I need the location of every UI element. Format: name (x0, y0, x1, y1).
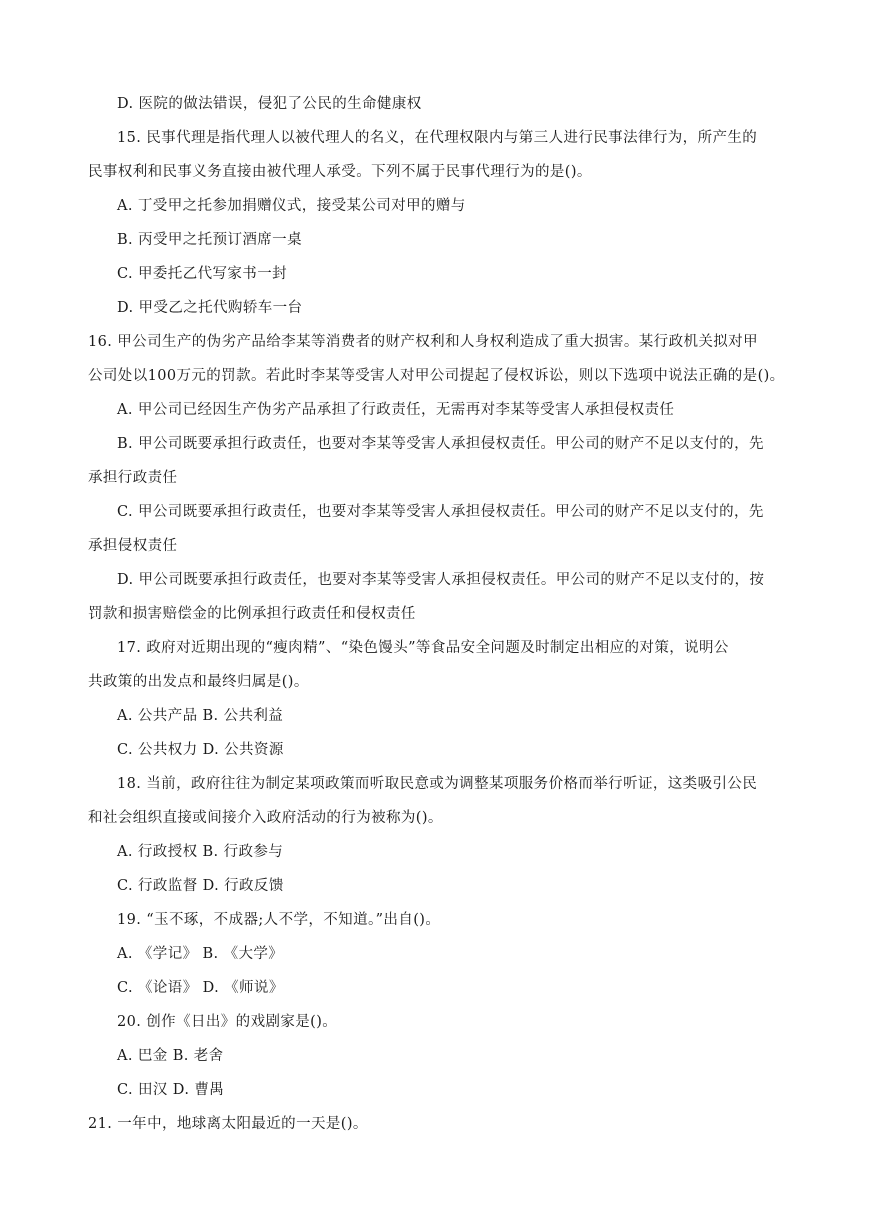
question-18-stem: 18. 当前，政府往往为制定某项政策而听取民意或为调整某项服务价格而举行听证，这类吸引公民 (117, 776, 758, 792)
question-19-stem: 19. “玉不琢，不成器;人不学，不知道。”出自()。 (117, 912, 441, 928)
question-16-stem: 16. 甲公司生产的伪劣产品给李某等消费者的财产权利和人身权利造成了重大损害。某行政机关拟对甲 (88, 334, 758, 350)
answer-option-line: A. 丁受甲之托参加捐赠仪式，接受某公司对甲的赠与 (117, 198, 466, 214)
answer-option-line: B. 甲公司既要承担行政责任，也要对李某等受害人承担侵权责任。甲公司的财产不足以支付的，先 (117, 436, 764, 452)
answer-option-line: A. 《学记》 B. 《大学》 (117, 946, 284, 962)
question-15-stem: 15. 民事代理是指代理人以被代理人的名义，在代理权限内与第三人进行民事法律行为，所产生的 (117, 130, 758, 146)
answer-option-line: C. 甲公司既要承担行政责任，也要对李某等受害人承担侵权责任。甲公司的财产不足以支付的，先 (117, 504, 764, 520)
answer-option-line: D. 甲受乙之托代购轿车一台 (117, 300, 303, 316)
answer-option-cont: 承担侵权责任 (88, 538, 178, 554)
answer-option-cont: 承担行政责任 (88, 470, 178, 486)
question-20-stem: 20. 创作《日出》的戏剧家是()。 (117, 1014, 338, 1030)
answer-option-line: C. 行政监督 D. 行政反馈 (117, 878, 284, 894)
answer-option-line: C. 田汉 D. 曹禺 (117, 1082, 225, 1098)
answer-option-line: A. 甲公司已经因生产伪劣产品承担了行政责任，无需再对李某等受害人承担侵权责任 (117, 402, 675, 418)
answer-option-line: A. 巴金 B. 老舍 (117, 1048, 224, 1064)
answer-option-line: D. 医院的做法错误，侵犯了公民的生命健康权 (117, 96, 422, 112)
question-18-stem-cont: 和社会组织直接或间接介入政府活动的行为被称为()。 (88, 810, 443, 826)
question-21-stem: 21. 一年中，地球离太阳最近的一天是()。 (88, 1116, 368, 1132)
question-16-stem-cont: 公司处以100万元的罚款。若此时李某等受害人对甲公司提起了侵权诉讼，则以下选项中说法正确的是()。 (88, 368, 785, 384)
question-17-stem-cont: 共政策的出发点和最终归属是()。 (88, 674, 309, 690)
answer-option-line: C. 公共权力 D. 公共资源 (117, 742, 284, 758)
answer-option-line: A. 行政授权 B. 行政参与 (117, 844, 284, 860)
question-17-stem: 17. 政府对近期出现的“瘦肉精”、“染色馒头”等食品安全问题及时制定出相应的对策，说明公 (117, 640, 729, 656)
answer-option-line: C. 甲委托乙代写家书一封 (117, 266, 287, 282)
answer-option-line: C. 《论语》 D. 《师说》 (117, 980, 284, 996)
question-15-stem-cont: 民事权利和民事义务直接由被代理人承受。下列不属于民事代理行为的是()。 (88, 164, 592, 180)
answer-option-cont: 罚款和损害赔偿金的比例承担行政责任和侵权责任 (88, 606, 416, 622)
answer-option-line: A. 公共产品 B. 公共利益 (117, 708, 284, 724)
answer-option-line: B. 丙受甲之托预订酒席一桌 (117, 232, 302, 248)
answer-option-line: D. 甲公司既要承担行政责任，也要对李某等受害人承担侵权责任。甲公司的财产不足以支付的，按 (117, 572, 765, 588)
